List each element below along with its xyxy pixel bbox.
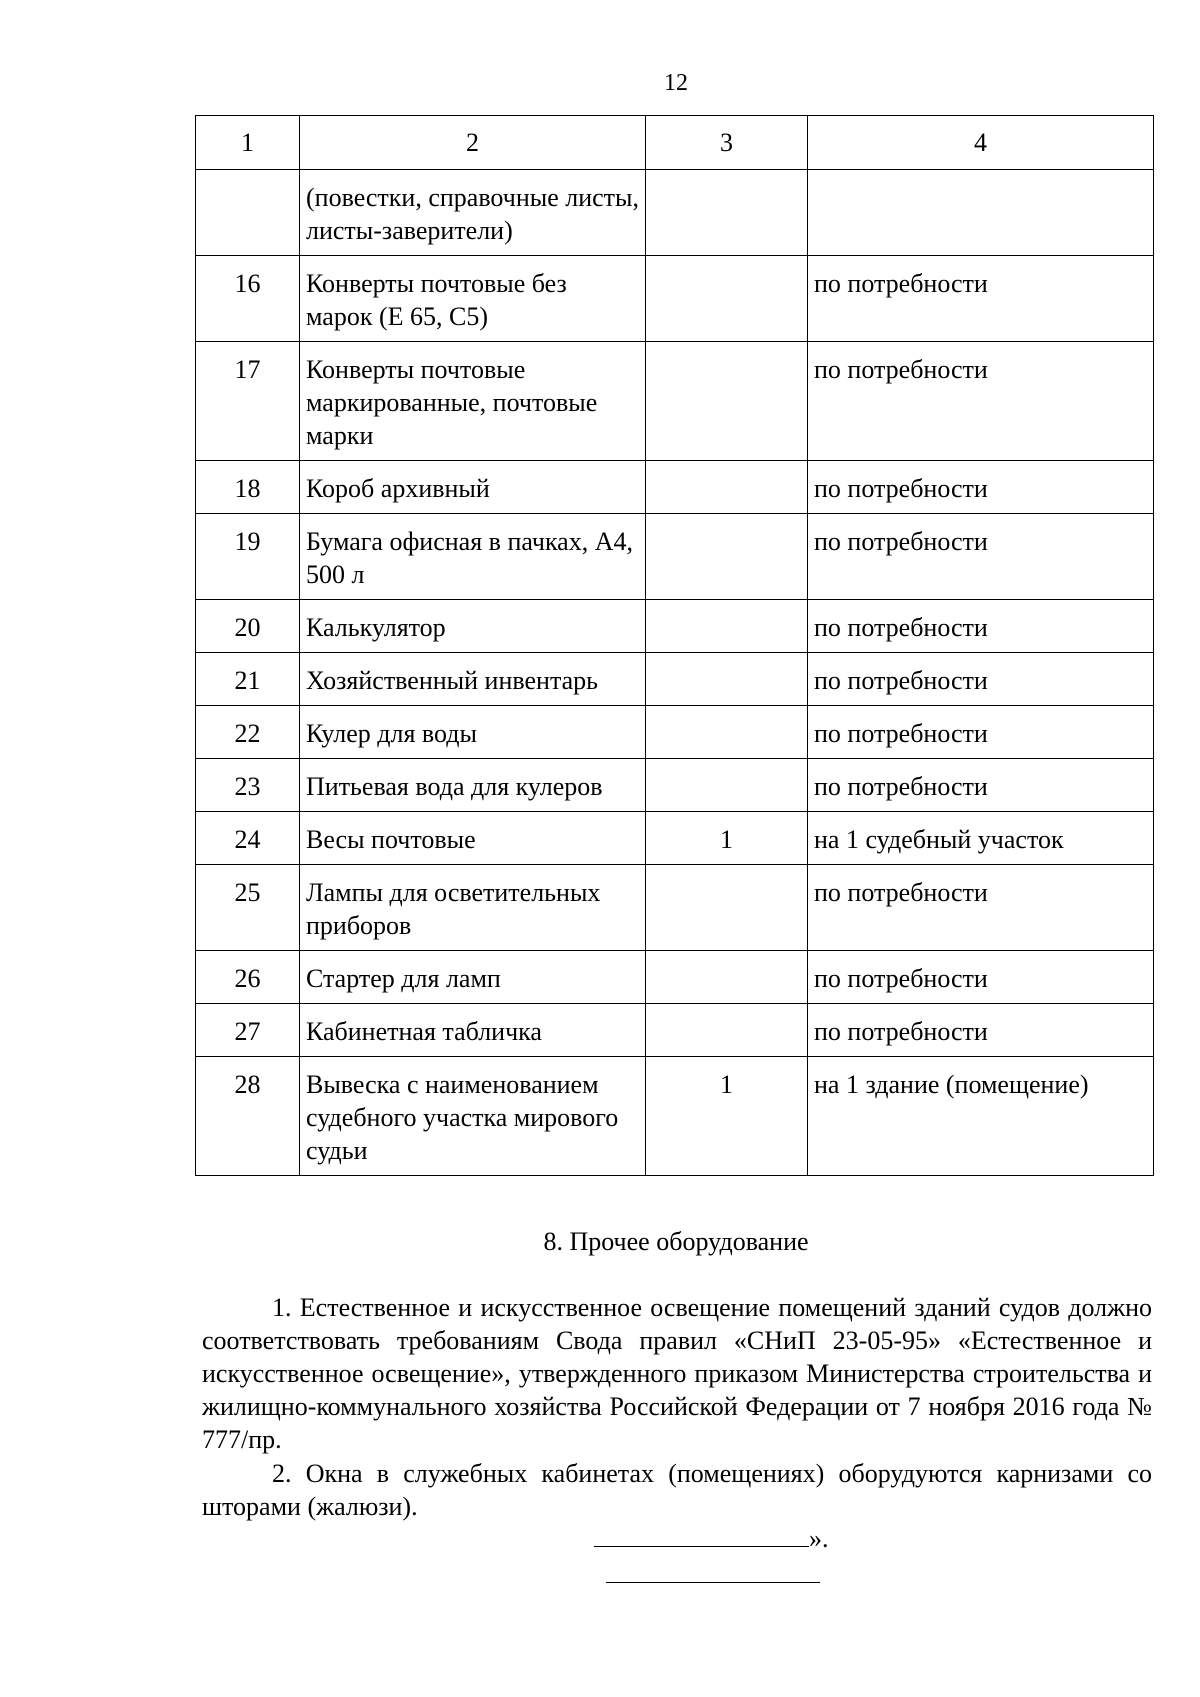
row-number: 16 [196, 256, 300, 342]
row-note: на 1 здание (помещение) [808, 1057, 1154, 1176]
row-number: 25 [196, 865, 300, 951]
row-item-name: Бумага офисная в пачках, А4, 500 л [300, 514, 646, 600]
row-number: 20 [196, 600, 300, 653]
row-item-name: Кабинетная табличка [300, 1004, 646, 1057]
row-item-name: Конверты почтовые без марок (Е 65, С5) [300, 256, 646, 342]
row-item-name: Питьевая вода для кулеров [300, 759, 646, 812]
row-number: 28 [196, 1057, 300, 1176]
row-number: 27 [196, 1004, 300, 1057]
row-note: по потребности [808, 759, 1154, 812]
row-item-name: Вывеска с наименованием судебного участка мирового судьи [300, 1057, 646, 1176]
items-table [195, 115, 1154, 1176]
row-number: 17 [196, 342, 300, 461]
row-item-name: Лампы для осветительных приборов [300, 865, 646, 951]
row-note: на 1 судебный участок [808, 812, 1154, 865]
row-number: 21 [196, 653, 300, 706]
row-note: по потребности [808, 653, 1154, 706]
header-cell: 4 [808, 116, 1154, 170]
row-item-name: Калькулятор [300, 600, 646, 653]
table-row [196, 256, 1154, 342]
row-item-name: Стартер для ламп [300, 951, 646, 1004]
table-row [196, 461, 1154, 514]
table-row [196, 1004, 1154, 1057]
table-row [196, 951, 1154, 1004]
table-row [196, 170, 1154, 256]
row-item-name: (повестки, справочные листы, листы-заверители) [300, 170, 646, 256]
table-row [196, 600, 1154, 653]
table-row [196, 865, 1154, 951]
table-row [196, 514, 1154, 600]
row-quantity [646, 1004, 808, 1057]
paragraph-lighting: 1. Естественное и искусственное освещение помещений зданий судов должно соответствовать требованиям Свода правил «СНиП 23-05-95» «Естественное и искусственное освещение», утвержденного приказом Министерства строительства и жилищно-коммунального хозяйства Российской Федерации от 7 ноября 2016 года № 777/пр. [202, 1293, 1152, 1454]
paragraph-windows: 2. Окна в служебных кабинетах (помещениях) оборудуются карнизами со шторами (жалюзи). [202, 1459, 1152, 1521]
row-quantity [646, 951, 808, 1004]
row-quantity [646, 342, 808, 461]
table-row [196, 706, 1154, 759]
closing-underline [594, 1522, 809, 1547]
row-item-name: Короб архивный [300, 461, 646, 514]
table-row [196, 653, 1154, 706]
row-item-name: Хозяйственный инвентарь [300, 653, 646, 706]
table-row [196, 812, 1154, 865]
row-note: по потребности [808, 865, 1154, 951]
row-note: по потребности [808, 600, 1154, 653]
row-note: по потребности [808, 706, 1154, 759]
row-number: 18 [196, 461, 300, 514]
row-note: по потребности [808, 461, 1154, 514]
row-quantity [646, 170, 808, 256]
table-header-row [196, 116, 1154, 170]
header-cell: 1 [196, 116, 300, 170]
row-quantity [646, 461, 808, 514]
row-note: по потребности [808, 342, 1154, 461]
row-number: 26 [196, 951, 300, 1004]
row-number: 19 [196, 514, 300, 600]
row-item-name: Кулер для воды [300, 706, 646, 759]
row-note: по потребности [808, 514, 1154, 600]
row-quantity [646, 706, 808, 759]
row-item-name: Весы почтовые [300, 812, 646, 865]
row-number: 22 [196, 706, 300, 759]
row-number: 24 [196, 812, 300, 865]
page-number: 12 [664, 70, 688, 96]
row-quantity [646, 653, 808, 706]
row-quantity: 1 [646, 812, 808, 865]
section-title: 8. Прочее оборудование [543, 1227, 809, 1256]
row-quantity [646, 256, 808, 342]
row-note: по потребности [808, 951, 1154, 1004]
row-note: по потребности [808, 256, 1154, 342]
header-cell: 3 [646, 116, 808, 170]
table-row [196, 759, 1154, 812]
closing-quote: ». [809, 1524, 829, 1553]
row-note [808, 170, 1154, 256]
row-number [196, 170, 300, 256]
row-quantity [646, 759, 808, 812]
row-item-name: Конверты почтовые маркированные, почтовые марки [300, 342, 646, 461]
closing-mark [594, 1522, 829, 1555]
table-row [196, 1057, 1154, 1176]
header-cell: 2 [300, 116, 646, 170]
row-note: по потребности [808, 1004, 1154, 1057]
row-quantity [646, 600, 808, 653]
row-quantity [646, 865, 808, 951]
end-separator-line [606, 1582, 820, 1583]
row-quantity: 1 [646, 1057, 808, 1176]
row-quantity [646, 514, 808, 600]
table-row [196, 342, 1154, 461]
row-number: 23 [196, 759, 300, 812]
